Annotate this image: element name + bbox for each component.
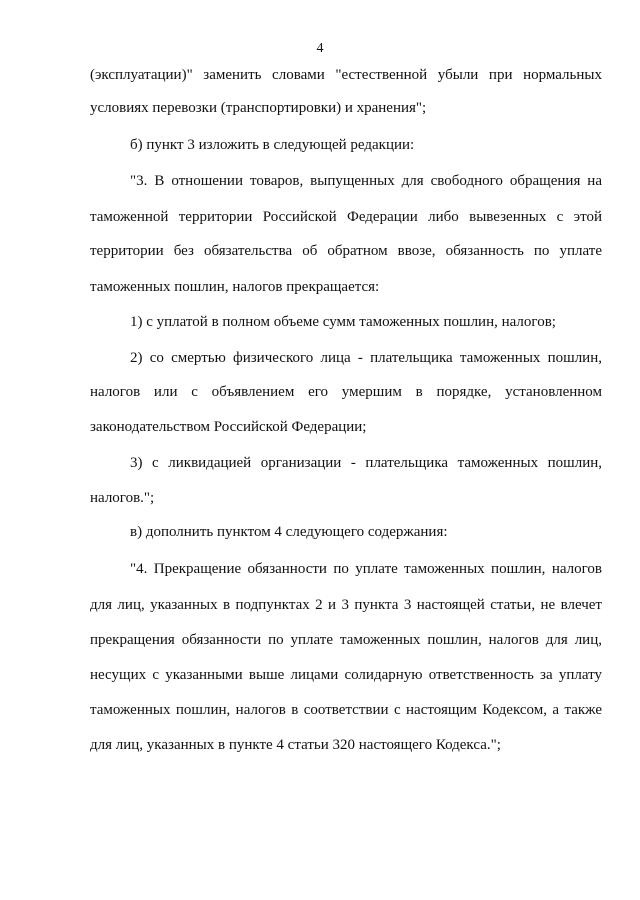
text-line: налогов или с объявлением его умершим в порядке, установленном [90, 384, 602, 400]
text-line: несущих с указанными выше лицами солидарную ответственность за уплату [90, 667, 602, 683]
text-line: законодательством Российской Федерации; [90, 419, 367, 435]
text-line: территории без обязательства об обратном ввозе, обязанность по уплате [90, 243, 602, 259]
text-line: 1) с уплатой в полном объеме сумм таможенных пошлин, налогов; [130, 314, 556, 330]
text-line: (эксплуатации)" заменить словами "естественной убыли при нормальных [90, 67, 602, 83]
text-line: таможенных пошлин, налогов в соответствии с настоящим Кодексом, а также [90, 702, 602, 718]
text-line: для лиц, указанных в пункте 4 статьи 320 настоящего Кодекса."; [90, 737, 501, 753]
text-line: "3. В отношении товаров, выпущенных для свободного обращения на [130, 173, 602, 189]
text-line: таможенной территории Российской Федерации либо вывезенных с этой [90, 209, 602, 225]
text-line: 2) со смертью физического лица - плательщика таможенных пошлин, [130, 350, 602, 366]
text-line: для лиц, указанных в подпунктах 2 и 3 пункта 3 настоящей статьи, не влечет [90, 597, 602, 613]
text-line: б) пункт 3 изложить в следующей редакции: [130, 137, 415, 153]
text-line: прекращения обязанности по уплате таможенных пошлин, налогов для лиц, [90, 632, 602, 648]
text-line: 3) с ликвидацией организации - плательщика таможенных пошлин, [130, 455, 602, 471]
page-number: 4 [316, 41, 324, 56]
text-line: условиях перевозки (транспортировки) и хранения"; [90, 100, 427, 116]
text-line: "4. Прекращение обязанности по уплате таможенных пошлин, налогов [130, 561, 602, 577]
text-line: таможенных пошлин, налогов прекращается: [90, 279, 380, 295]
text-line: налогов."; [90, 490, 155, 506]
text-line: в) дополнить пунктом 4 следующего содержания: [130, 524, 448, 540]
